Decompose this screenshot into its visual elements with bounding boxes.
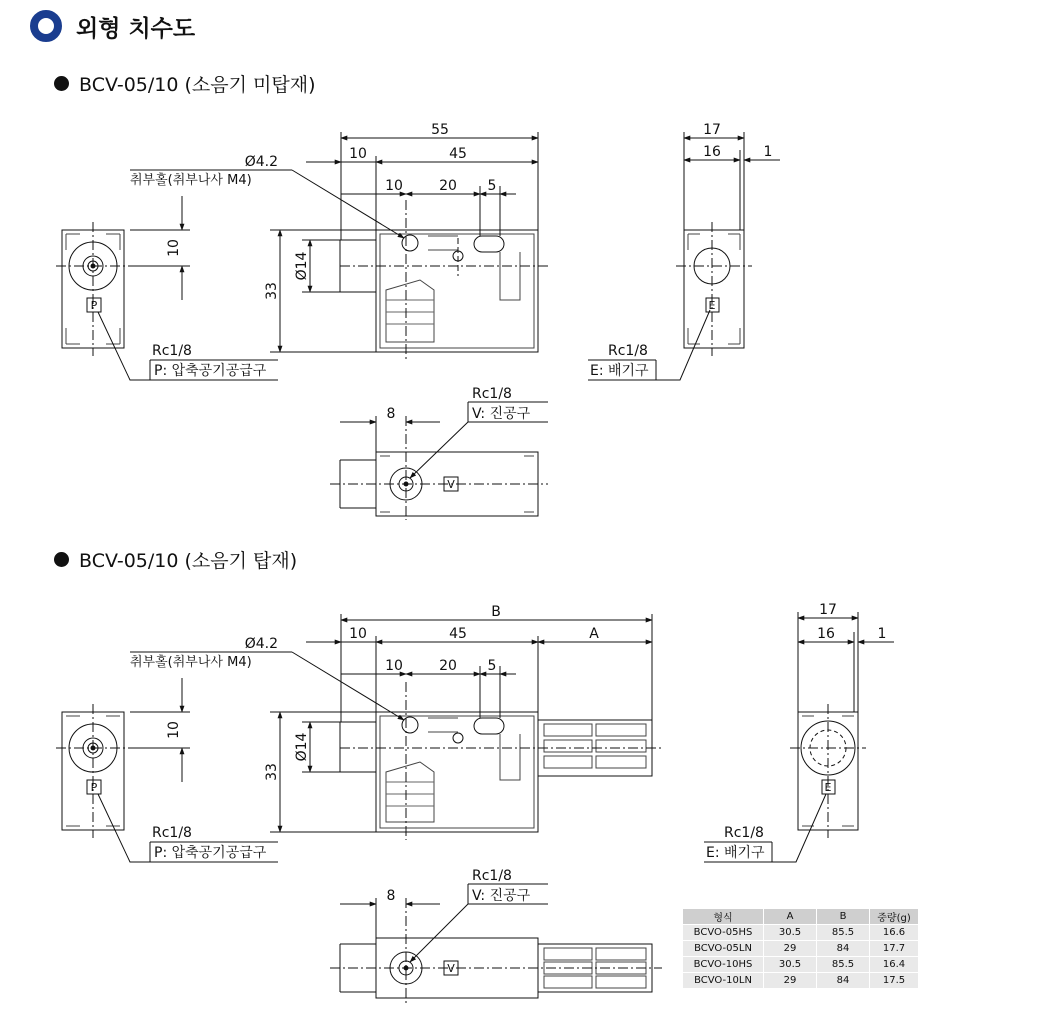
v-port-size-2: Rc1/8	[472, 868, 512, 884]
dim-d14-2: Ø14	[294, 732, 310, 762]
dim-16: 16	[703, 144, 721, 160]
p-port-mark: P	[90, 299, 98, 312]
e-port-label: E: 배기구	[590, 363, 649, 379]
page-title-text: 외형 치수도	[76, 15, 196, 42]
e-port-mark: E	[708, 299, 716, 312]
v-port-label-2: V: 진공구	[472, 888, 531, 904]
hole-diameter-2: Ø4.2	[244, 636, 278, 652]
dim-8-2: 8	[386, 888, 396, 904]
dim-5-2: 5	[487, 658, 497, 674]
cell-a: 30.5	[764, 957, 817, 973]
e-port-label-2: E: 배기구	[706, 845, 765, 861]
dim-17: 17	[703, 122, 721, 138]
spec-table	[682, 908, 919, 989]
dim-10-a-2: 10	[349, 626, 367, 642]
dim-33: 33	[264, 282, 280, 300]
cell-b: 84	[817, 973, 870, 989]
cell-weight: 17.7	[870, 941, 919, 957]
cell-weight: 16.4	[870, 957, 919, 973]
section-1-drawing	[56, 122, 780, 520]
cell-a: 29	[764, 941, 817, 957]
dim-45: 45	[449, 146, 467, 162]
col-header-model: 형식	[683, 909, 764, 925]
v-port-mark-2: V	[447, 962, 455, 975]
dim-5: 5	[487, 178, 497, 194]
table-row	[683, 973, 919, 989]
col-header-weight: 중량(g)	[870, 909, 919, 925]
cell-model: BCVO-05HS	[683, 925, 764, 941]
v-port-size: Rc1/8	[472, 386, 512, 402]
dim-33-2: 33	[264, 763, 280, 781]
cell-b: 85.5	[817, 925, 870, 941]
table-header-row	[683, 909, 919, 925]
col-header-a: A	[764, 909, 817, 925]
table-row	[683, 925, 919, 941]
v-port-label: V: 진공구	[472, 406, 531, 422]
p-port-size: Rc1/8	[152, 343, 192, 359]
dim-1-2: 1	[877, 626, 887, 642]
cell-model: BCVO-05LN	[683, 941, 764, 957]
dim-a: A	[589, 626, 599, 642]
dim-20-2: 20	[439, 658, 457, 674]
p-port-mark-2: P	[90, 781, 98, 794]
p-port-size-2: Rc1/8	[152, 825, 192, 841]
hole-note: 취부홀(취부나사 M4)	[130, 173, 252, 188]
cell-model: BCVO-10LN	[683, 973, 764, 989]
e-port-size-2: Rc1/8	[724, 825, 764, 841]
bottom-view-2	[330, 868, 662, 1004]
cell-a: 29	[764, 973, 817, 989]
cell-weight: 17.5	[870, 973, 919, 989]
dim-10-a: 10	[349, 146, 367, 162]
cell-model: BCVO-10HS	[683, 957, 764, 973]
dim-55: 55	[431, 122, 449, 138]
e-port-size: Rc1/8	[608, 343, 648, 359]
section-heading-2-text: BCV-05/10 (소음기 탑재)	[79, 550, 298, 572]
bottom-view-1	[330, 386, 548, 520]
cell-b: 85.5	[817, 957, 870, 973]
table-row	[683, 941, 919, 957]
section-heading-1-text: BCV-05/10 (소음기 미탑재)	[79, 74, 316, 96]
left-end-view-2	[56, 678, 278, 862]
v-port-mark: V	[447, 478, 455, 491]
front-view-2	[130, 604, 662, 840]
cell-a: 30.5	[764, 925, 817, 941]
e-port-mark-2: E	[824, 781, 832, 794]
dim-45-2: 45	[449, 626, 467, 642]
hole-diameter: Ø4.2	[244, 154, 278, 170]
dim-10-vertical-2: 10	[166, 721, 182, 739]
dim-10-b-2: 10	[385, 658, 403, 674]
dim-20: 20	[439, 178, 457, 194]
dim-10-b: 10	[385, 178, 403, 194]
right-end-view-1	[588, 122, 780, 380]
p-port-label-2: P: 압축공기공급구	[154, 845, 267, 861]
dim-8: 8	[386, 406, 396, 422]
cell-weight: 16.6	[870, 925, 919, 941]
dim-10-vertical: 10	[166, 239, 182, 257]
dim-b: B	[491, 604, 501, 620]
p-port-label: P: 압축공기공급구	[154, 363, 267, 379]
hole-note-2: 취부홀(취부나사 M4)	[130, 655, 252, 670]
table-row	[683, 957, 919, 973]
cell-b: 84	[817, 941, 870, 957]
dim-17-2: 17	[819, 602, 837, 618]
dim-16-2: 16	[817, 626, 835, 642]
right-end-view-2	[704, 602, 894, 862]
front-view-1	[130, 122, 548, 360]
dim-1: 1	[763, 144, 773, 160]
dim-d14: Ø14	[294, 251, 310, 281]
left-end-view-1	[56, 196, 278, 380]
col-header-b: B	[817, 909, 870, 925]
